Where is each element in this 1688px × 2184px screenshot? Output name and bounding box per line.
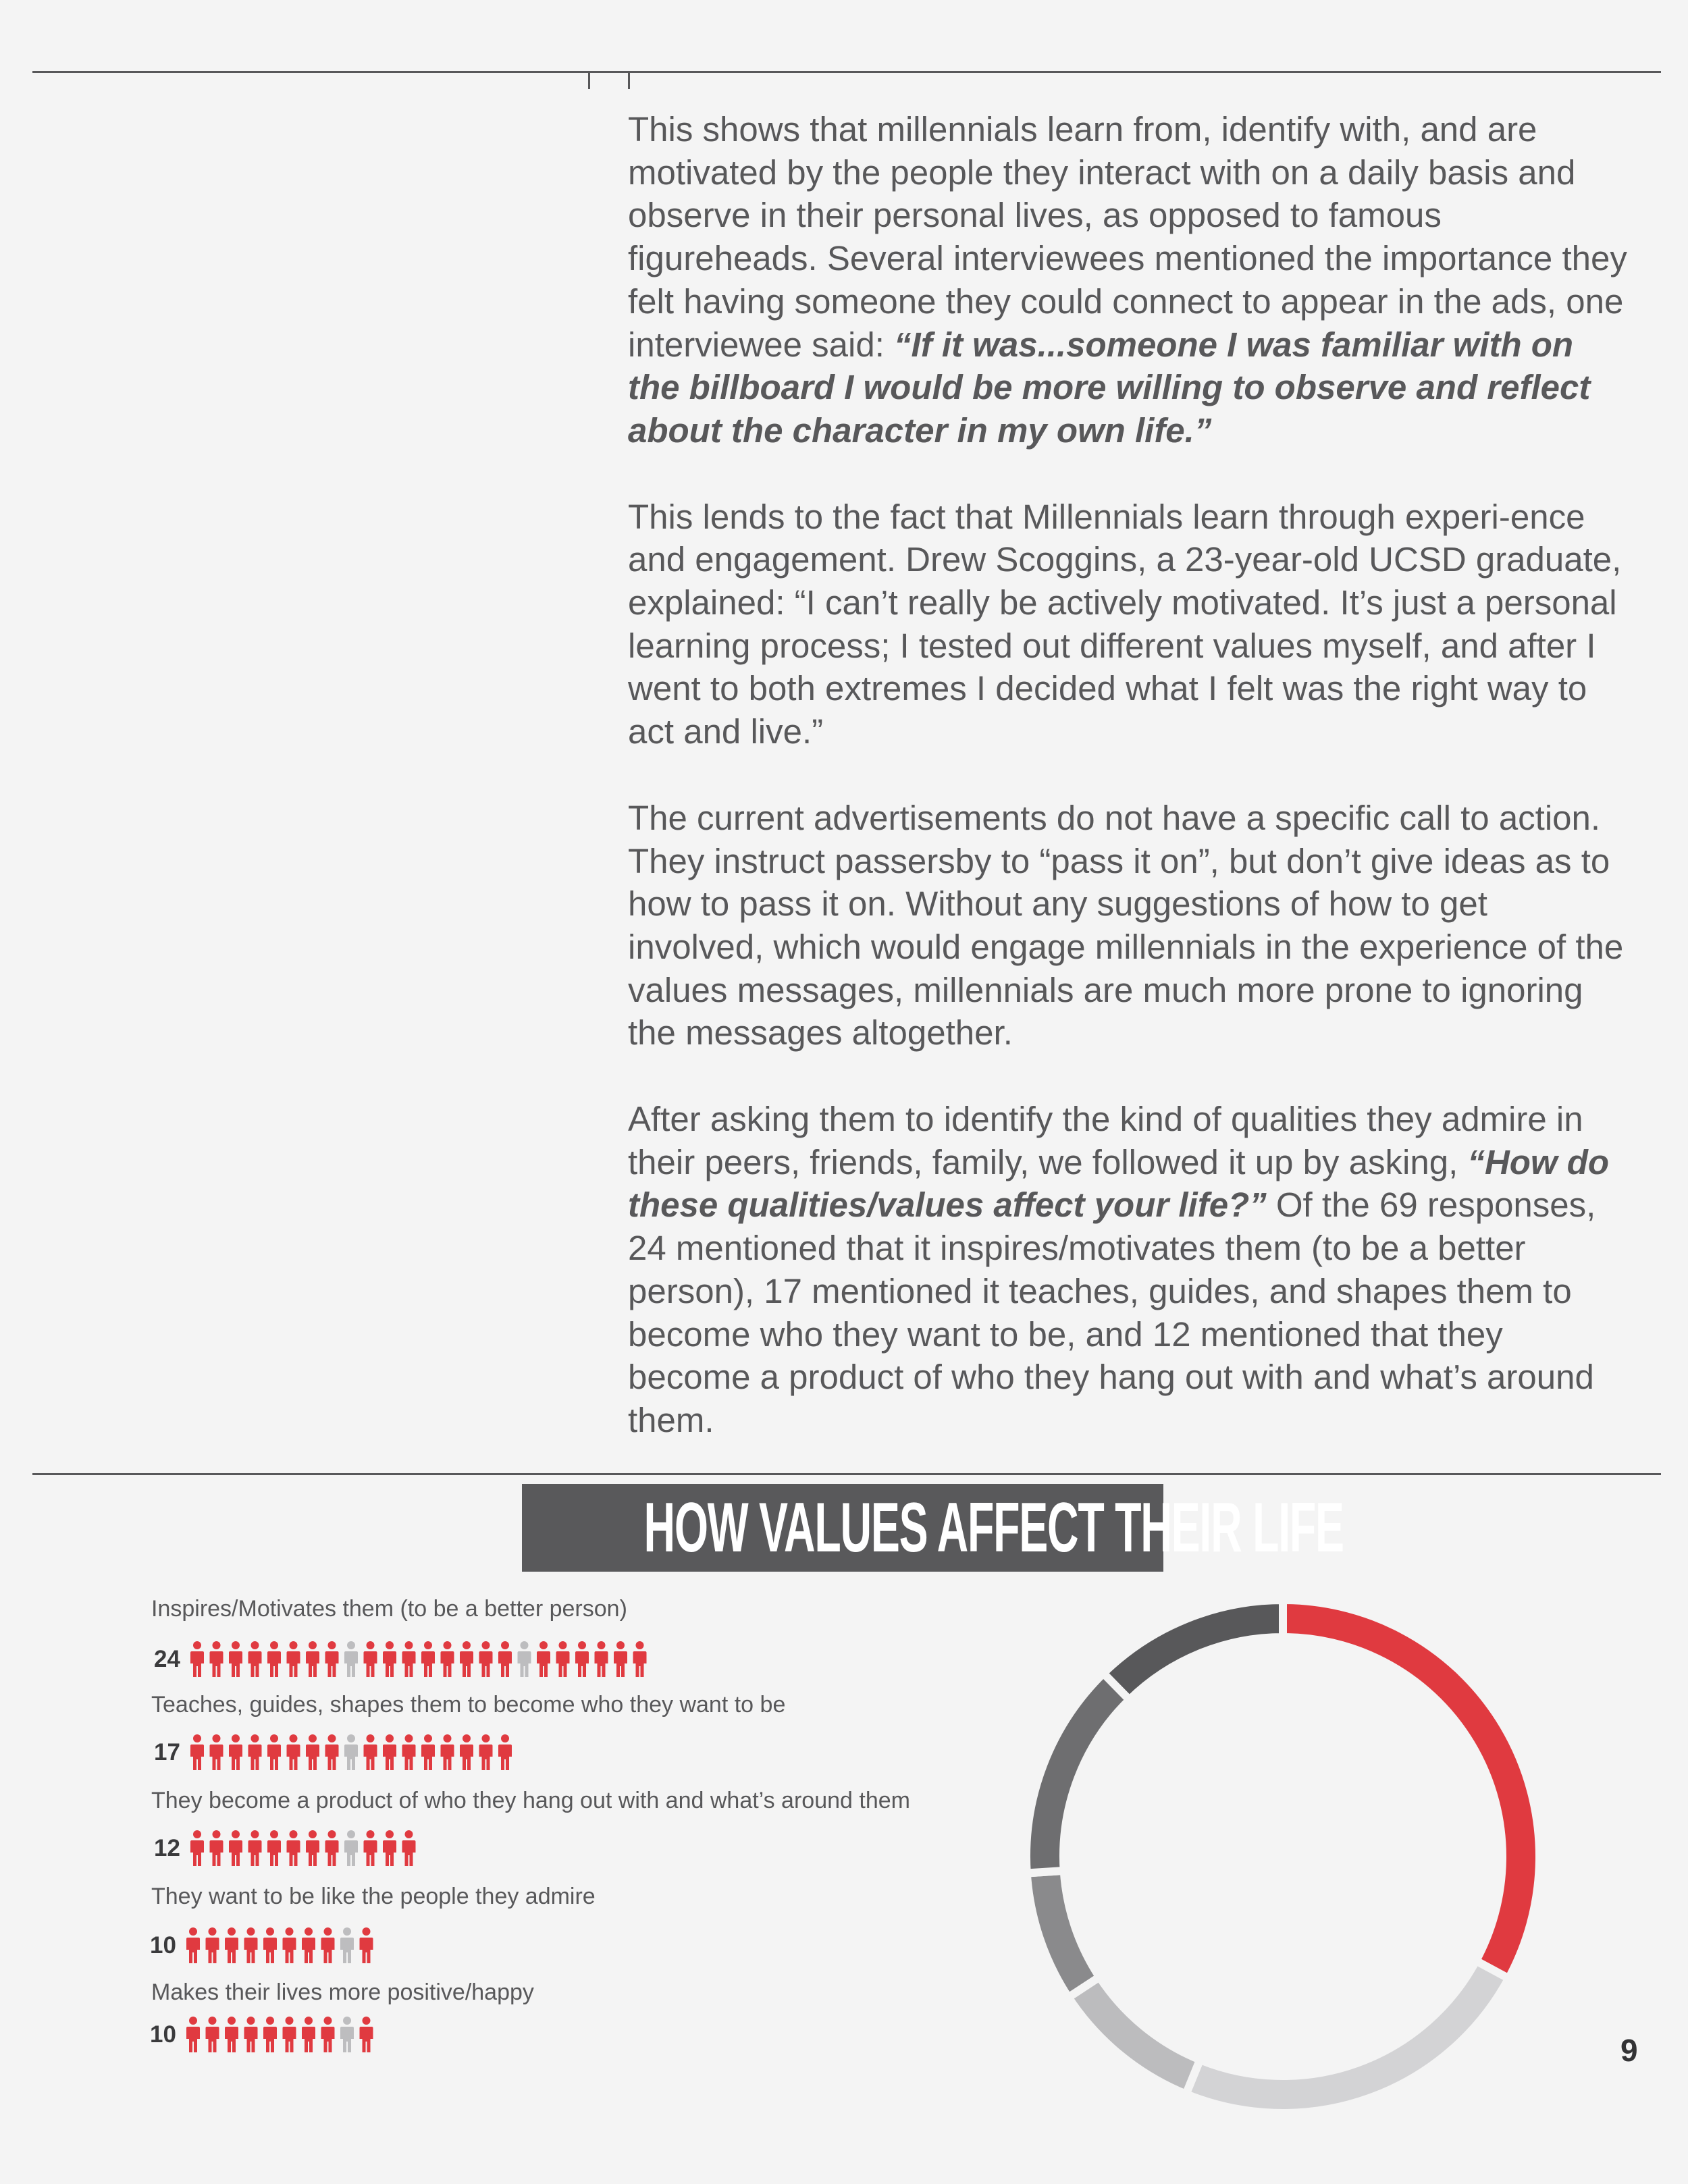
person-icon [402, 1830, 416, 1866]
paragraph-2: This lends to the fact that Millennials learn through experi-ence and engagement. Drew Scoggins, a 23-year-old UCSD graduate, explained: “I can’t really be actively motivated. It’s just a personal learning process; I tested out different values myself, and after I went to both extremes I decided what I felt was the right way to act and live.” [628, 497, 1622, 751]
person-icon [498, 1734, 512, 1770]
paragraph-4: After asking them to identify the kind of qualities they admire in their peers, friends, family, we followed it up by asking, “How do these qualities/values affect your life?” Of the 69 responses, 24 mentioned that it inspires/motivates them (to be a better person), 17 mentioned it teaches, guides, and shapes them to become who they want to be, and 12 mentioned that they become a product of who they hang out with and what’s around them. [628, 1100, 1610, 1439]
person-icon [210, 1641, 223, 1677]
donut-segment-1 [1283, 1600, 1539, 1978]
person-icon [325, 1734, 339, 1770]
person-icon [340, 2017, 354, 2052]
person-icon [248, 1830, 262, 1866]
person-icon [229, 1641, 242, 1677]
item-label-3: They become a product of who they hang out with and what’s around them [151, 1788, 910, 1813]
person-icon [340, 1927, 354, 1963]
item-count-5: 10 [150, 2021, 176, 2048]
person-icon [248, 1734, 262, 1770]
donut-segment-3 [1068, 1977, 1200, 2094]
person-icon [402, 1734, 416, 1770]
pull-quote-2: “How do these qualities/values affect your life?” [628, 1142, 1610, 1225]
person-icon [344, 1830, 358, 1866]
person-icon [267, 1734, 281, 1770]
item-count-1: 24 [154, 1646, 180, 1672]
person-icon [441, 1641, 454, 1677]
person-icon [287, 1734, 300, 1770]
person-icon [360, 1927, 373, 1963]
person-icon [498, 1641, 512, 1677]
person-icon [441, 1734, 454, 1770]
person-icon [283, 1927, 296, 1963]
person-icon [210, 1734, 223, 1770]
paragraph-3: The current advertisements do not have a specific call to action. They instruct passersby to “pass it on”, but don’t give ideas as to how to pass it on. Without any suggestions of how to get involved, which would engage millennials in the experience of the values messages, millennials are much more prone to ignoring the messages altogether. [628, 798, 1624, 1053]
person-icon [595, 1641, 608, 1677]
person-icon [306, 1734, 319, 1770]
item-label-5: Makes their lives more positive/happy [151, 1979, 534, 2005]
donut-segment-4 [1027, 1871, 1100, 1998]
person-icon [190, 1641, 204, 1677]
person-icon [460, 1734, 473, 1770]
donut-segment-2 [1186, 1961, 1508, 2113]
item-label-2: Teaches, guides, shapes them to become who they want to be [151, 1692, 786, 1717]
person-icon [267, 1830, 281, 1866]
item-label-1: Inspires/Motivates them (to be a better person) [151, 1596, 627, 1622]
person-icon [402, 1641, 416, 1677]
item-count-3: 12 [154, 1835, 180, 1861]
person-icon [244, 1927, 258, 1963]
person-icon [225, 2017, 238, 2052]
person-icon [537, 1641, 550, 1677]
people-icons-row-5 [186, 2016, 645, 2056]
person-icon [263, 1927, 277, 1963]
body-text [628, 108, 1627, 1485]
person-icon [383, 1734, 396, 1770]
people-icons-row-4 [186, 1927, 645, 1967]
item-count-4: 10 [150, 1932, 176, 1959]
person-icon [364, 1830, 377, 1866]
person-icon [306, 1641, 319, 1677]
person-icon [575, 1641, 589, 1677]
person-icon [186, 1927, 200, 1963]
person-icon [364, 1641, 377, 1677]
person-icon [321, 1927, 335, 1963]
people-icons-row-1 [190, 1641, 650, 1681]
person-icon [325, 1641, 339, 1677]
section-rule [32, 1473, 1661, 1475]
person-icon [190, 1734, 204, 1770]
item-count-2: 17 [154, 1739, 180, 1765]
person-icon [306, 1830, 319, 1866]
column-tick-right [628, 72, 630, 89]
person-icon [556, 1641, 570, 1677]
person-icon [479, 1734, 493, 1770]
person-icon [479, 1641, 493, 1677]
person-icon [267, 1641, 281, 1677]
person-icon [460, 1641, 473, 1677]
person-icon [364, 1734, 377, 1770]
person-icon [633, 1641, 647, 1677]
pull-quote-1: “If it was...someone I was familiar with on the billboard I would be more willing to observe and reflect about the character in my own life.” [628, 325, 1591, 450]
person-icon [302, 1927, 315, 1963]
person-icon [248, 1641, 262, 1677]
person-icon [287, 1830, 300, 1866]
person-icon [287, 1641, 300, 1677]
page-number: 9 [1620, 2033, 1638, 2068]
person-icon [206, 2017, 219, 2052]
person-icon [383, 1830, 396, 1866]
people-icons-row-2 [190, 1734, 650, 1774]
person-icon [325, 1830, 339, 1866]
person-icon [302, 2017, 315, 2052]
person-icon [244, 2017, 258, 2052]
person-icon [383, 1641, 396, 1677]
person-icon [186, 2017, 200, 2052]
item-label-4: They want to be like the people they admire [151, 1884, 596, 1909]
person-icon [614, 1641, 627, 1677]
person-icon [518, 1641, 531, 1677]
infographic-title-box [522, 1484, 1344, 1572]
person-icon [210, 1830, 223, 1866]
person-icon [206, 1927, 219, 1963]
person-icon [225, 1927, 238, 1963]
person-icon [283, 2017, 296, 2052]
person-icon [190, 1830, 204, 1866]
column-tick-left [588, 72, 590, 89]
person-icon [229, 1830, 242, 1866]
person-icon [344, 1734, 358, 1770]
infographic-title: HOW VALUES AFFECT THEIR LIFE [643, 1489, 1344, 1567]
donut-chart [1020, 1593, 1546, 2120]
person-icon [229, 1734, 242, 1770]
people-icons-row-3 [190, 1830, 650, 1870]
paragraph-1: This shows that millennials learn from, identify with, and are motivated by the people they interact with on a daily basis and observe in their personal lives, as opposed to famous figureheads. Several interviewees mentioned the importance they felt having someone they could connect to appear in the ads, one interviewee said: “If it was...someone I was familiar with on the billboard I would be more willing to observe and reflect about the character in my own life.” [628, 110, 1627, 450]
person-icon [421, 1641, 435, 1677]
person-icon [344, 1641, 358, 1677]
person-icon [421, 1734, 435, 1770]
person-icon [321, 2017, 335, 2052]
person-icon [360, 2017, 373, 2052]
person-icon [263, 2017, 277, 2052]
donut-segment-6 [1103, 1600, 1283, 1700]
donut-segment-5 [1026, 1673, 1130, 1873]
top-rule [32, 71, 1661, 73]
